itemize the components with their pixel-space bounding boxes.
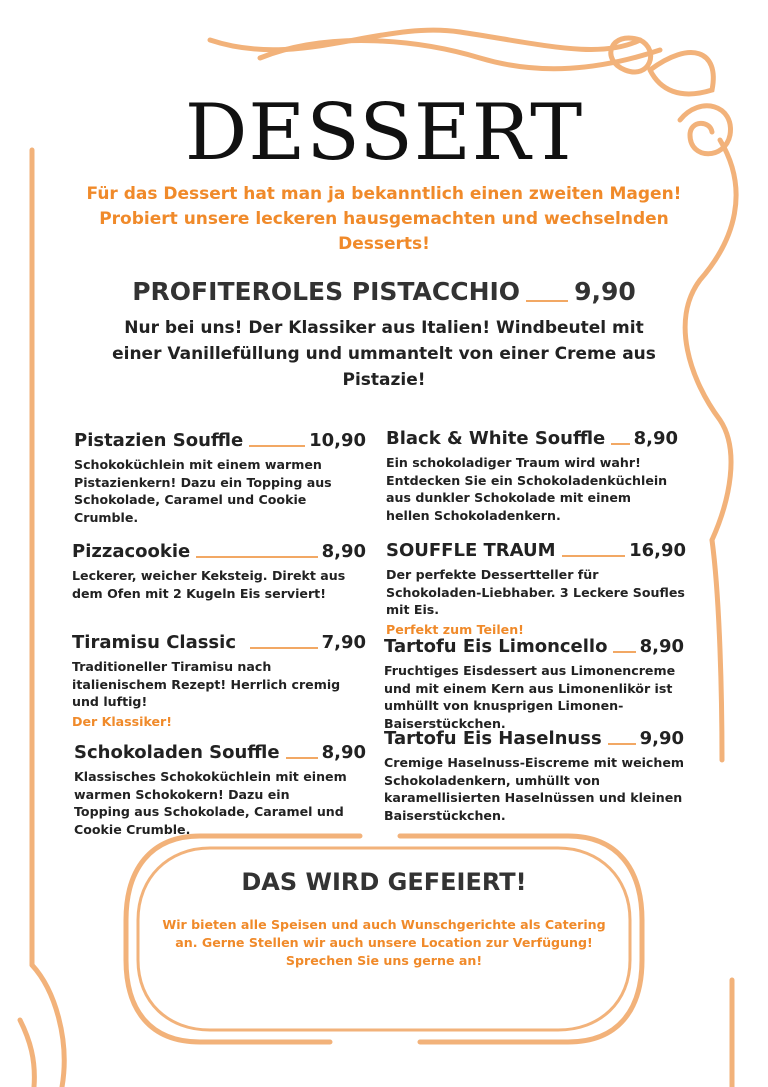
- menu-item: [72, 632, 366, 731]
- left-border-curve: [32, 965, 64, 1087]
- featured-name: PROFITEROLES PISTACCHIO: [132, 277, 521, 306]
- item-description: Traditioneller Tiramisu nach italienischem Rezept! Herrlich cremig und luftig!: [72, 659, 341, 709]
- catering-title: DAS WIRD GEFEIERT!: [241, 868, 527, 896]
- item-price: 9,90: [639, 728, 684, 749]
- item-price: 10,90: [309, 430, 366, 451]
- price-leader-line: [613, 651, 635, 653]
- item-name: Pizzacookie: [72, 541, 191, 562]
- item-price: 7,90: [321, 632, 366, 653]
- item-price: 8,90: [639, 636, 684, 657]
- item-note: Perfekt zum Teilen!: [386, 621, 524, 637]
- price-leader-line: [286, 757, 318, 759]
- price-leader-line: [196, 556, 317, 558]
- left-border-tail: [20, 1020, 34, 1087]
- item-description: Der perfekte Dessertteller für Schokoladen-Liebhaber. 3 Leckere Soufles mit Eis.: [386, 567, 685, 617]
- item-description: Schokoküchlein mit einem warmen Pistazienkern! Dazu ein Topping aus Schokolade, Caramel und Cookie Crumble.: [74, 457, 332, 525]
- menu-item: [384, 728, 684, 824]
- right-vine: [685, 140, 736, 540]
- menu-item: [74, 742, 366, 838]
- item-name: Black & White Souffle: [386, 428, 606, 449]
- price-leader-line: [562, 555, 626, 557]
- item-description: Ein schokoladiger Traum wird wahr! Entdecken Sie ein Schokoladenküchlein aus dunkler Schokolade mit einem hellen Schokoladenkern.: [386, 455, 668, 523]
- item-name: Tartofu Eis Haselnuss: [384, 728, 602, 749]
- menu-item: [74, 430, 366, 526]
- item-description: Cremige Haselnuss-Eiscreme mit weichem Schokoladenkern, umhüllt von karamellisierten Haselnüssen und kleinen Baiserstückchen.: [384, 755, 685, 823]
- top-swirl-2: [260, 41, 660, 69]
- featured-description: Nur bei uns! Der Klassiker aus Italien! Windbeutel mit einer Vanillefüllung und ummantelt von einer Creme aus Pistazie!: [112, 318, 656, 390]
- item-description: Klassisches Schokoküchlein mit einem warmen Schokokern! Dazu ein Topping aus Schokolade, Caramel und Cookie Crumble.: [74, 769, 347, 837]
- item-name: SOUFFLE TRAUM: [386, 540, 556, 561]
- featured-heading: [0, 277, 768, 306]
- item-description: Fruchtiges Eisdessert aus Limonencreme und mit einem Kern aus Limonenlikör ist umhüllt von knusprigen Limonen-Baiserstückchen.: [384, 663, 676, 731]
- item-price: 8,90: [321, 541, 366, 562]
- price-leader-line: [249, 445, 305, 447]
- item-note: Der Klassiker!: [72, 713, 173, 729]
- menu-item: [386, 428, 678, 524]
- item-price: 8,90: [633, 428, 678, 449]
- menu-item: [386, 540, 686, 639]
- price-leader-line: [250, 647, 318, 649]
- item-price: 8,90: [321, 742, 366, 763]
- item-description: Leckerer, weicher Keksteig. Direkt aus dem Ofen mit 2 Kugeln Eis serviert!: [72, 568, 346, 601]
- intro-text: Für das Dessert hat man ja bekanntlich einen zweiten Magen! Probiert unsere leckeren hausgemachten und wechselnden Desserts!: [86, 184, 682, 254]
- item-name: Tiramisu Classic: [72, 632, 236, 653]
- catering-text: Wir bieten alle Speisen und auch Wunschgerichte als Catering an. Gerne Stellen wir auch unsere Location zur Verfügung! Sprechen Sie uns gerne an!: [162, 917, 606, 968]
- item-name: Pistazien Souffle: [74, 430, 244, 451]
- item-name: Schokoladen Souffle: [74, 742, 280, 763]
- menu-item: [384, 636, 684, 732]
- item-price: 16,90: [629, 540, 686, 561]
- right-border-lower: [712, 540, 722, 760]
- price-leader-line: [608, 743, 636, 745]
- page-title: DESSERT: [184, 88, 584, 178]
- featured-price: 9,90: [574, 277, 636, 306]
- item-name: Tartofu Eis Limoncello: [384, 636, 608, 657]
- price-leader-line: [526, 300, 568, 302]
- price-leader-line: [611, 443, 629, 445]
- menu-item: [72, 541, 366, 602]
